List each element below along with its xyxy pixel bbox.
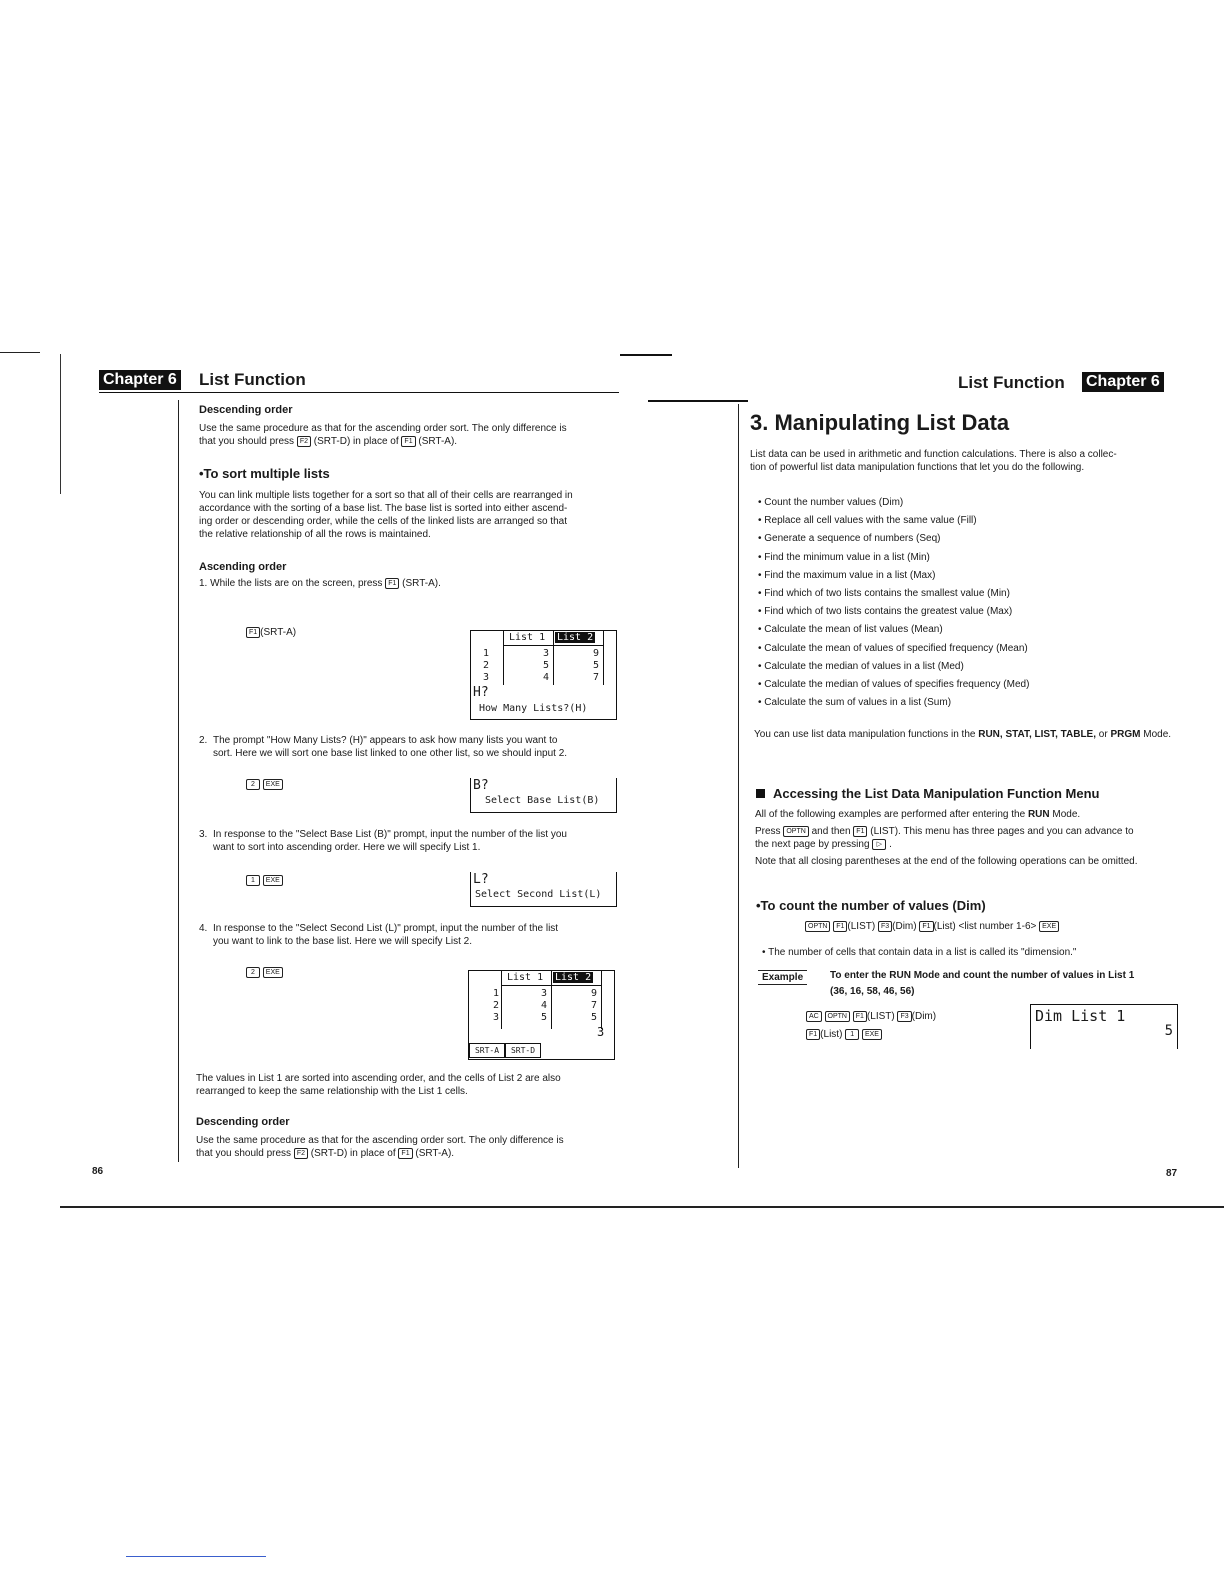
exe-key: EXE	[1039, 921, 1059, 932]
step-3: 3. In response to the "Select Base List (B)" prompt, input the number of the list you want to sort into ascending order. Here we will specify List 1.	[199, 829, 567, 853]
calc-screen-2: B? Select Base List(B)	[470, 778, 617, 813]
square-bullet-icon	[756, 789, 765, 798]
header-rule-left	[99, 392, 619, 393]
list-item: • Find which of two lists contains the greatest value (Max)	[758, 606, 1013, 618]
scan-artifact-line	[126, 1556, 266, 1557]
list-item: • Calculate the mean of list values (Mean)	[758, 624, 943, 636]
margin-rule-left	[178, 400, 179, 1162]
ascending-heading: Ascending order	[199, 561, 287, 573]
list-item: • Find the minimum value in a list (Min)	[758, 551, 930, 563]
crop-mark	[620, 354, 672, 356]
chapter-badge-left: Chapter 6	[99, 370, 181, 390]
crop-mark	[0, 352, 40, 353]
chapter-badge-right: Chapter 6	[1082, 372, 1164, 392]
list-item: • Find which of two lists contains the smallest value (Min)	[758, 588, 1010, 600]
example-keystrokes: AC OPTN F1 (LIST) F3 (Dim) F1 (List) 1 EXE	[806, 1008, 936, 1044]
menu-text: All of the following examples are performed after entering the RUN Mode. Press OPTN and then F1 (LIST). This menu has three pages and you can advance to the next page by pressing ▷ . Note that all closing parentheses at the end of the following operations can be omitted.	[755, 809, 1138, 867]
f2-key: F2	[294, 1148, 308, 1159]
step4-keystrokes: 2 EXE	[246, 966, 283, 979]
step2-keystrokes: 2 EXE	[246, 778, 283, 791]
exe-key: EXE	[263, 967, 283, 978]
softkey-srt-a: SRT-A	[469, 1043, 505, 1058]
f2-key: F2	[297, 436, 311, 447]
step3-keystrokes: 1 EXE	[246, 874, 283, 887]
calc-screen-1: List 1 List 2 1 3 9 2 5 5 3 4 7 H? How Many Lists?(H)	[470, 630, 617, 720]
menu-heading: Accessing the List Data Manipulation Function Menu	[756, 786, 1099, 801]
calc-screen-dim: Dim List 1 5	[1030, 1004, 1178, 1049]
optn-key: OPTN	[805, 921, 830, 932]
chapter-title-left: List Function	[199, 370, 306, 389]
f1-key: F1	[385, 578, 399, 589]
f1-key: F1	[919, 921, 933, 932]
f1-key: F1	[853, 826, 867, 837]
example-text: To enter the RUN Mode and count the number of values in List 1 (36, 16, 58, 46, 56)	[830, 970, 1135, 997]
ac-key: AC	[806, 1011, 822, 1022]
mode-text: You can use list data manipulation functions in the RUN, STAT, LIST, TABLE, or PRGM Mode.	[754, 729, 1172, 740]
result-text: The values in List 1 are sorted into ascending order, and the cells of List 2 are also rearranged to keep the same relationship with the List 1 cells.	[196, 1073, 561, 1097]
crop-mark	[648, 400, 748, 402]
exe-key: EXE	[862, 1029, 882, 1040]
step-2: 2. The prompt "How Many Lists? (H)" appears to ask how many lists you want to sort. Here we will sort one base list linked to one other list, so we should input 2.	[199, 735, 568, 759]
bottom-rule	[60, 1206, 1224, 1208]
calc-screen-4: List 1 List 2 1 3 9 2 4 7 3 5 5 3 SRT-A SRT-D	[468, 970, 615, 1060]
calc-screen-3: L? Select Second List(L)	[470, 872, 617, 907]
f3-key: F3	[897, 1011, 911, 1022]
feature-list	[758, 494, 1178, 712]
dim-syntax: OPTN F1 (LIST) F3 (Dim) F1 (List) <list number 1-6> EXE	[805, 920, 1059, 933]
list-item: • Find the maximum value in a list (Max)	[758, 569, 936, 581]
page-number-left: 86	[92, 1166, 104, 1177]
left-content	[199, 404, 619, 590]
list-item: • Calculate the median of values of specifies frequency (Med)	[758, 679, 1030, 691]
list-item: • Replace all cell values with the same value (Fill)	[758, 515, 977, 527]
left-content-bottom: Descending order Use the same procedure as that for the ascending order sort. The only difference is that you should press F2 (SRT-D) in place of F1 (SRT-A).	[196, 1116, 626, 1160]
chapter-title-right: List Function	[958, 373, 1065, 392]
step-1: 1. While the lists are on the screen, press F1 (SRT-A).	[199, 578, 441, 589]
descending-heading-2: Descending order	[196, 1116, 290, 1128]
f1-key: F1	[806, 1029, 820, 1040]
softkey-srt-d: SRT-D	[505, 1043, 541, 1058]
f1-key: F1	[398, 1148, 412, 1159]
section-title: 3. Manipulating List Data	[750, 410, 1010, 435]
step-4: 4. In response to the "Select Second List (L)" prompt, input the number of the list you want to link to the base list. Here we will specify List 2.	[199, 923, 559, 947]
list-item: • Calculate the median of values in a list (Med)	[758, 660, 964, 672]
exe-key: EXE	[263, 875, 283, 886]
f1-key: F1	[401, 436, 415, 447]
optn-key: OPTN	[825, 1011, 850, 1022]
multi-sort-heading: •To sort multiple lists	[199, 466, 330, 481]
list-item: • Generate a sequence of numbers (Seq)	[758, 533, 941, 545]
dim-heading: •To count the number of values (Dim)	[756, 898, 986, 913]
margin-rule-right	[738, 404, 739, 1168]
crop-mark	[60, 354, 61, 494]
list-item: • Calculate the sum of values in a list (Sum)	[758, 697, 952, 709]
f3-key: F3	[878, 921, 892, 932]
example-label: Example	[758, 970, 807, 985]
descending-heading: Descending order	[199, 404, 293, 416]
multi-sort-text: You can link multiple lists together for a sort so that all of their cells are rearranged in accordance with the sorting of a base list. The base list is sorted into either ascend- ing order or descending order, while the cells of the linked lists are arranged so that the relative relationship of all the rows is maintained.	[199, 490, 573, 540]
right-arrow-key: ▷	[872, 839, 886, 850]
exe-key: EXE	[263, 779, 283, 790]
list-item: • Count the number values (Dim)	[758, 497, 904, 508]
optn-key: OPTN	[783, 826, 808, 837]
intro-text: List data can be used in arithmetic and function calculations. There is also a collec- tion of powerful list data manipulation functions that let you do the following.	[750, 449, 1117, 473]
f1-key: F1	[246, 627, 260, 638]
dim-note: • The number of cells that contain data in a list is called its "dimension."	[762, 947, 1077, 958]
page-number-right: 87	[1166, 1168, 1178, 1179]
f1-key: F1	[853, 1011, 867, 1022]
desc-text: Use the same procedure as that for the ascending order sort. The only difference is that you should press F2 (SRT-D) in place of F1 (SRT-A).	[199, 423, 567, 447]
list-item: • Calculate the mean of values of specified frequency (Mean)	[758, 642, 1028, 654]
f1-key: F1	[833, 921, 847, 932]
step1-keystrokes: F1 (SRT-A)	[246, 626, 296, 639]
